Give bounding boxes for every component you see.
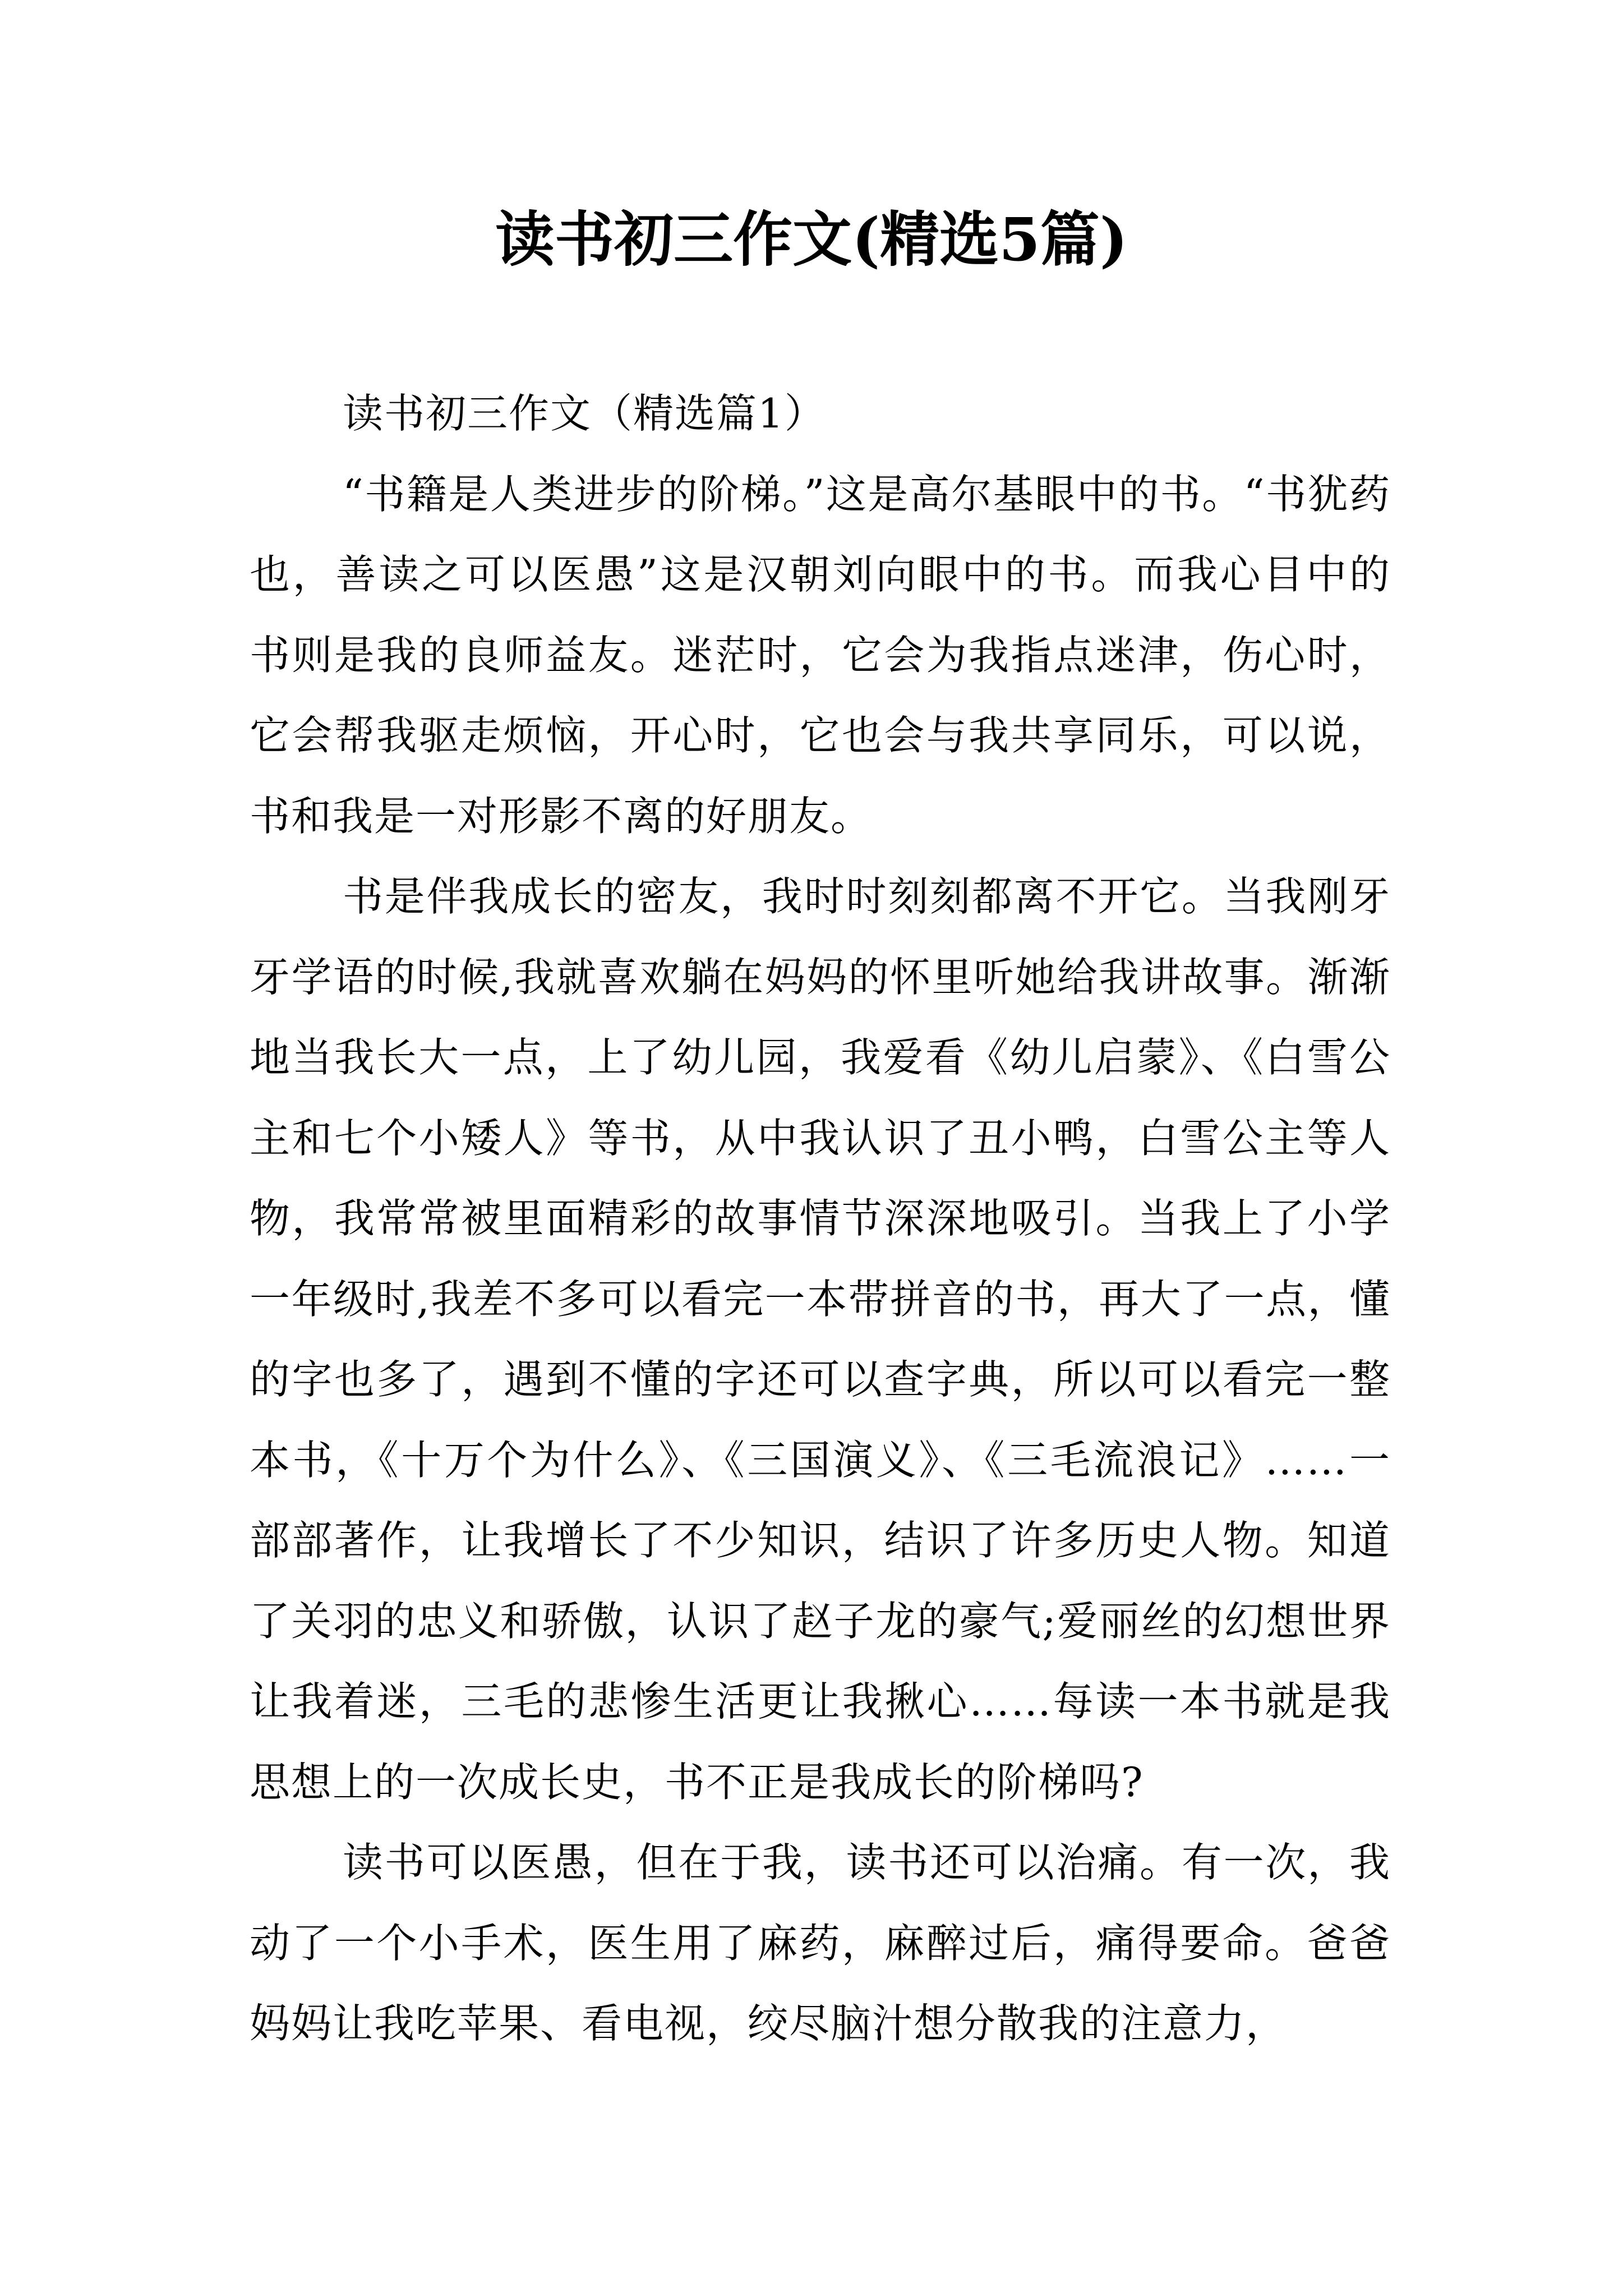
paragraph-2: 书是伴我成长的密友，我时时刻刻都离不开它。当我刚牙牙学语的时候,我就喜欢躺在妈妈的怀里听她给我讲故事。渐渐地当我长大一点，上了幼儿园，我爱看《幼儿启蒙》、《白雪公主和七个小矮人》等书，从中我认识了丑小鸭，白雪公主等人物，我常常被里面精彩的故事情节深深地吸引。当我上了小学一年级时,我差不多可以看完一本带拼音的书，再大了一点，懂的字也多了，遇到不懂的字还可以查字典，所以可以看完一整本书，《十万个为什么》、《三国演义》、《三毛流浪记》……一部部著作，让我增长了不少知识，结识了许多历史人物。知道了关羽的忠义和骄傲，认识了赵子龙的豪气;爱丽丝的幻想世界让我着迷，三毛的悲惨生活更让我揪心……每读一本书就是我思想上的一次成长史，书不正是我成长的阶梯吗? xyxy=(250,873,1391,1806)
section-heading: 读书初三作文（精选篇1） xyxy=(343,390,826,437)
document-title: 读书初三作文(精选5篇) xyxy=(495,204,1128,274)
paragraph-1: “书籍是人类进步的阶梯。”这是高尔基眼中的书。“书犹药也，善读之可以医愚”这是汉朝刘向眼中的书。而我心目中的书则是我的良师益友。迷茫时，它会为我指点迷津，伤心时，它会帮我驱走烦恼，开心时，它也会与我共享同乐，可以说，书和我是一对形影不离的好朋友。 xyxy=(250,470,1391,840)
document-body xyxy=(250,374,1391,2064)
paragraph-3: 读书可以医愚，但在于我，读书还可以治痛。有一次，我动了一个小手术，医生用了麻药，麻醉过后，痛得要命。爸爸妈妈让我吃苹果、看电视，绞尽脑汁想分散我的注意力， xyxy=(250,1839,1391,2047)
